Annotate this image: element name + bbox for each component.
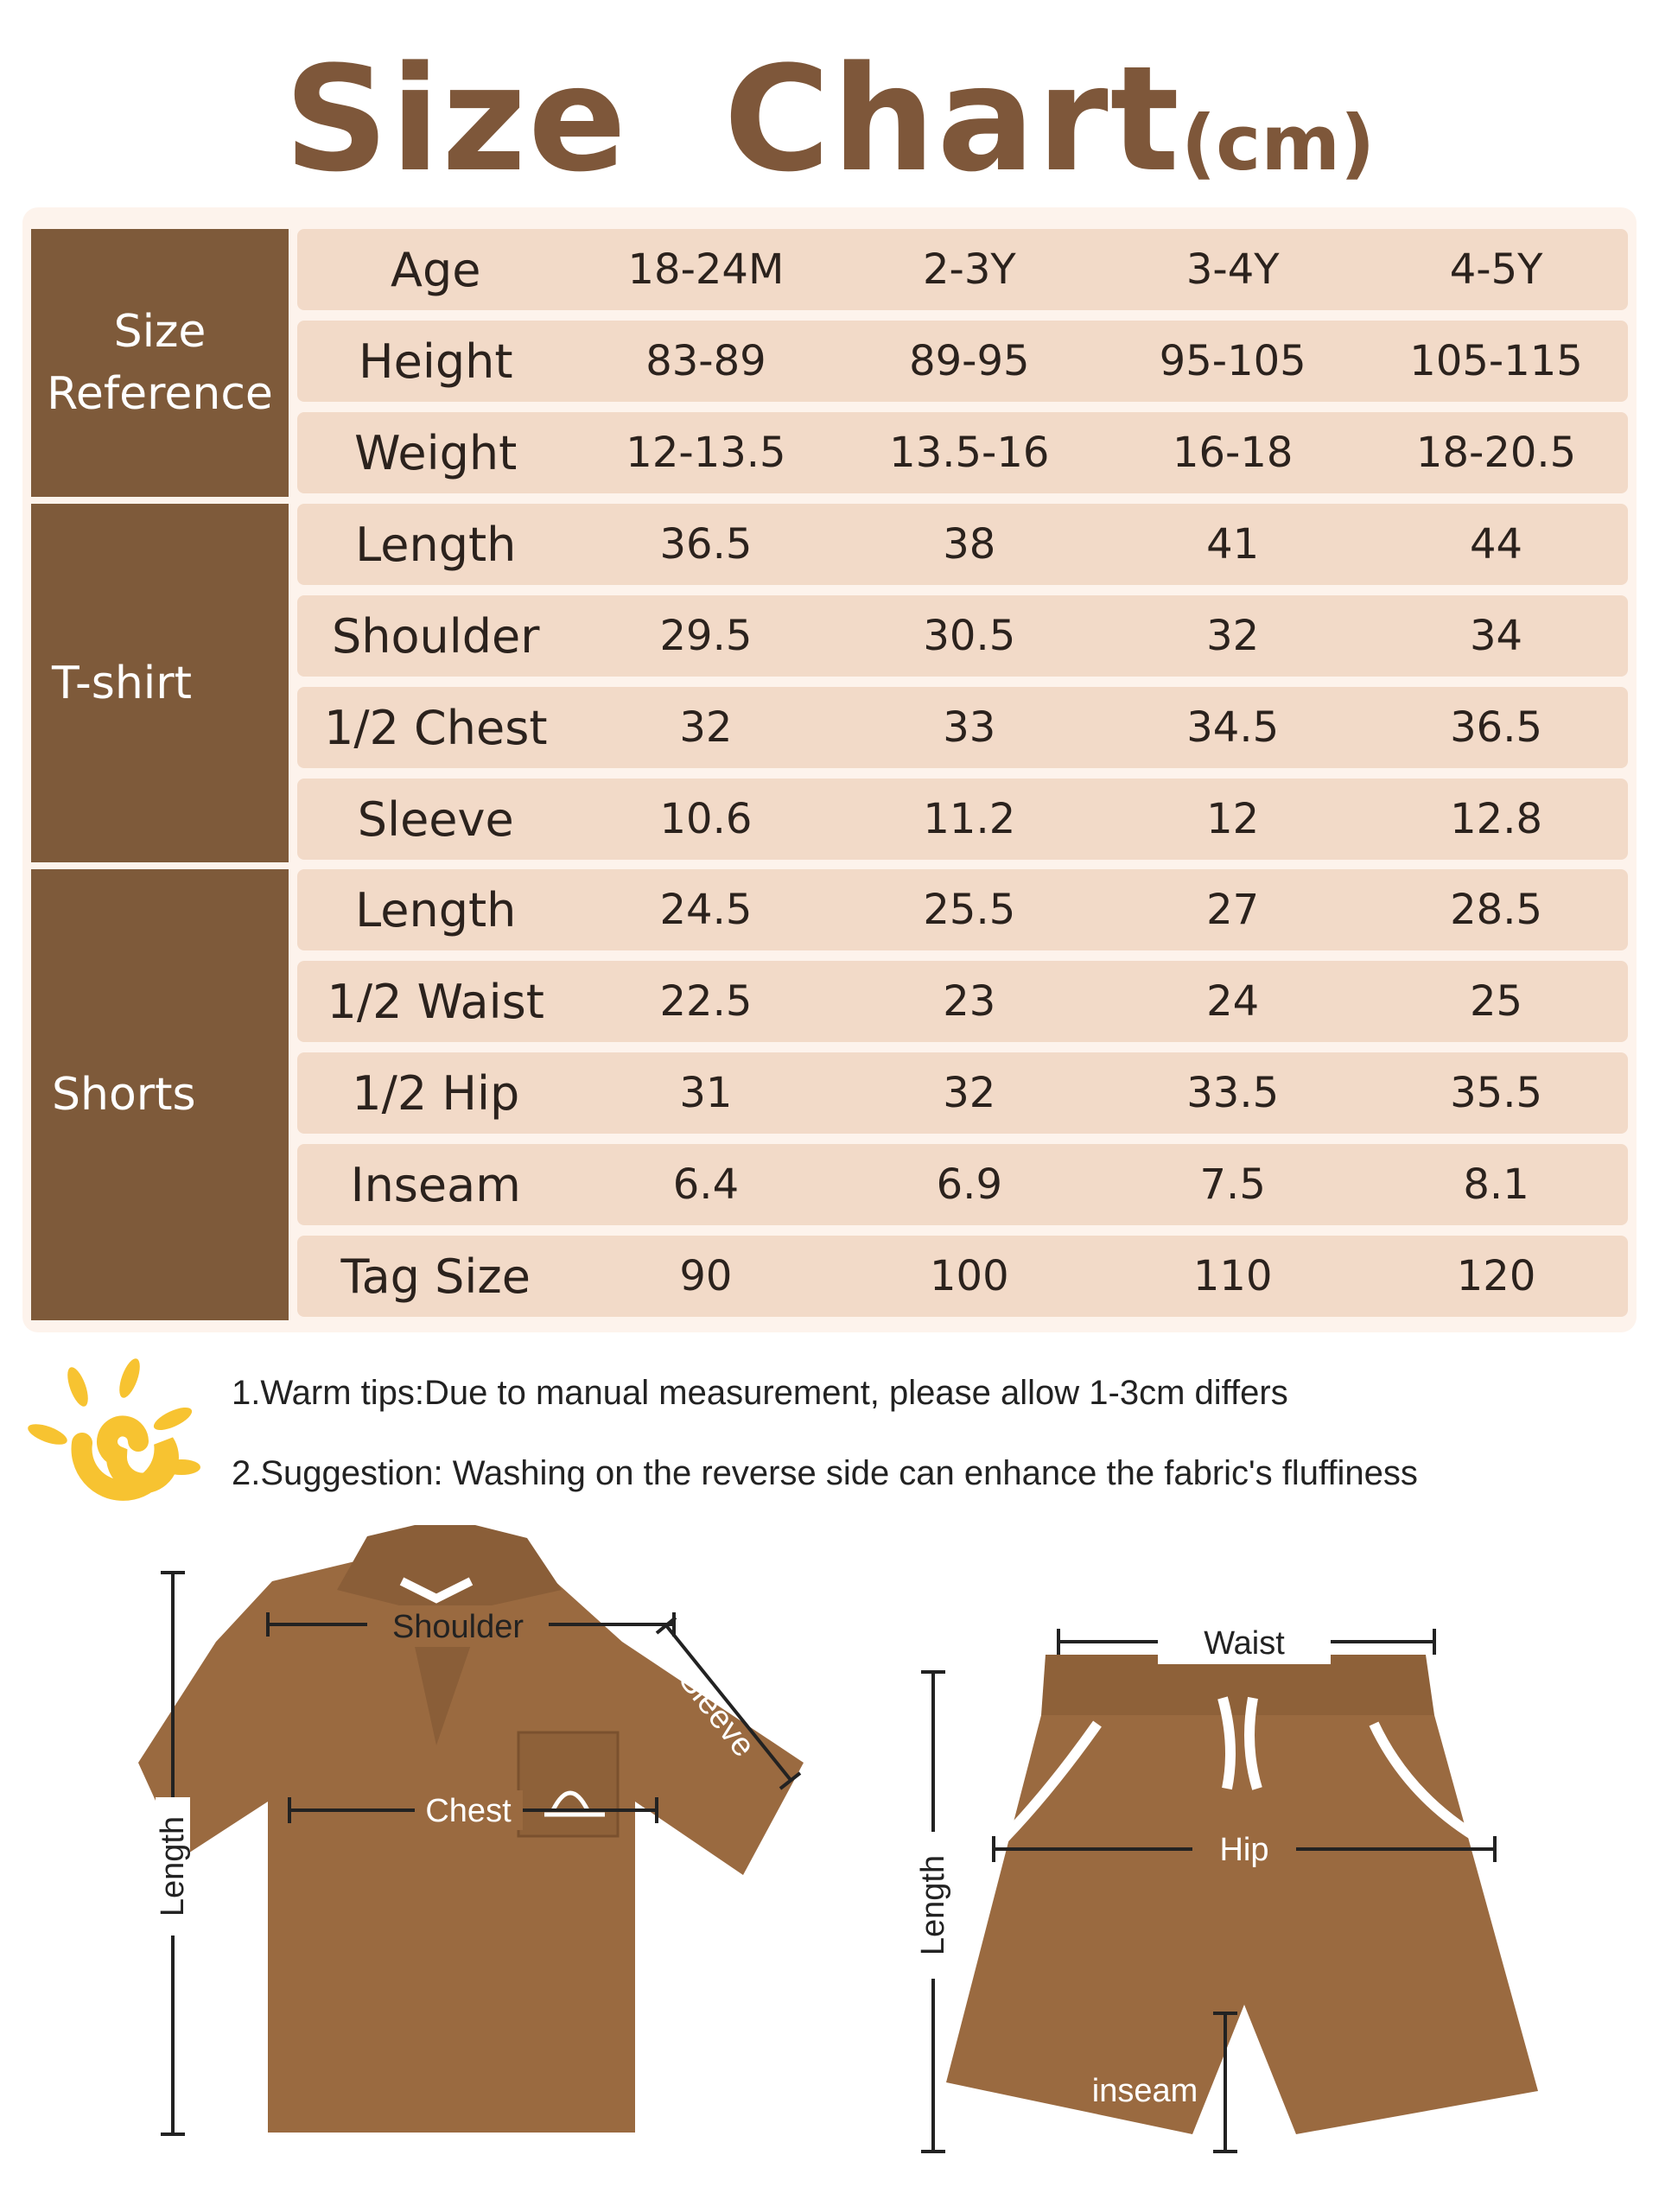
cell: 35.5 bbox=[1450, 1069, 1542, 1117]
cell: 23 bbox=[943, 977, 996, 1026]
cell: 16-18 bbox=[1172, 429, 1294, 477]
shorts-length-label: Length bbox=[915, 1854, 951, 1956]
hip-label: Hip bbox=[1219, 1832, 1269, 1868]
cell: 33 bbox=[943, 703, 996, 752]
cell: 11.2 bbox=[923, 795, 1016, 843]
group-label: Shorts bbox=[52, 1069, 196, 1121]
cell: 24 bbox=[1206, 977, 1260, 1026]
row-label: Shoulder bbox=[332, 608, 540, 664]
size-table bbox=[22, 207, 1637, 1332]
cell: 32 bbox=[943, 1069, 996, 1117]
cell: 24.5 bbox=[659, 886, 753, 934]
cell: 90 bbox=[679, 1252, 733, 1300]
cell: 7.5 bbox=[1199, 1160, 1266, 1209]
tip-2: 2.Suggestion: Washing on the reverse side can enhance the fabric's fluffiness bbox=[232, 1454, 1418, 1492]
cell: 83-89 bbox=[645, 337, 766, 385]
cell: 25 bbox=[1470, 977, 1523, 1026]
table-row bbox=[297, 1052, 1628, 1134]
row-label: Sleeve bbox=[357, 791, 514, 847]
group-label: Size Reference bbox=[47, 306, 273, 420]
cell: 36.5 bbox=[1450, 703, 1542, 752]
cell: 8.1 bbox=[1463, 1160, 1529, 1209]
row-label: 1/2 Waist bbox=[327, 974, 544, 1029]
cell: 34 bbox=[1470, 612, 1523, 660]
row-label: Inseam bbox=[350, 1157, 521, 1212]
cell: 105-115 bbox=[1409, 337, 1583, 385]
row-label: Length bbox=[355, 517, 517, 572]
row-label: 1/2 Hip bbox=[352, 1065, 520, 1121]
row-label: 1/2 Chest bbox=[323, 700, 548, 755]
chest-label: Chest bbox=[425, 1793, 512, 1829]
cell: 30.5 bbox=[923, 612, 1016, 660]
table-row bbox=[297, 961, 1628, 1042]
table-row bbox=[297, 504, 1628, 585]
cell: 18-24M bbox=[627, 245, 785, 294]
cell: 33.5 bbox=[1186, 1069, 1280, 1117]
group-tshirt bbox=[31, 504, 289, 862]
row-label: Age bbox=[391, 242, 481, 297]
cell: 34.5 bbox=[1186, 703, 1280, 752]
group-size-reference bbox=[31, 229, 289, 497]
shoulder-label: Shoulder bbox=[391, 1609, 524, 1645]
sleeve-label: Sleeve bbox=[671, 1662, 762, 1764]
cell: 28.5 bbox=[1450, 886, 1542, 934]
garment-illustrations bbox=[0, 1503, 1659, 2195]
cell: 32 bbox=[1206, 612, 1260, 660]
cell: 41 bbox=[1206, 520, 1260, 569]
cell: 18-20.5 bbox=[1415, 429, 1577, 477]
table-row bbox=[297, 869, 1628, 950]
cell: 3-4Y bbox=[1185, 245, 1280, 294]
cell: 2-3Y bbox=[922, 245, 1016, 294]
cell: 25.5 bbox=[923, 886, 1016, 934]
row-label: Length bbox=[355, 882, 517, 938]
cell: 120 bbox=[1456, 1252, 1536, 1300]
table-row bbox=[297, 1236, 1628, 1317]
cell: 36.5 bbox=[659, 520, 753, 569]
cell: 95-105 bbox=[1159, 337, 1306, 385]
cell: 6.9 bbox=[936, 1160, 1002, 1209]
cell: 12 bbox=[1206, 795, 1260, 843]
table-row bbox=[297, 595, 1628, 677]
cell: 4-5Y bbox=[1449, 245, 1543, 294]
cell: 13.5-16 bbox=[889, 429, 1050, 477]
cell: 12.8 bbox=[1450, 795, 1542, 843]
cell: 38 bbox=[943, 520, 996, 569]
cell: 12-13.5 bbox=[626, 429, 786, 477]
title-main: Size Chart bbox=[283, 35, 1181, 204]
shirt-length-label: Length bbox=[155, 1815, 191, 1917]
row-label: Tag Size bbox=[340, 1249, 531, 1304]
waist-label: Waist bbox=[1204, 1625, 1285, 1662]
group-shorts bbox=[31, 869, 289, 1320]
title-unit: (cm) bbox=[1180, 99, 1376, 188]
cell: 44 bbox=[1470, 520, 1523, 569]
row-label: Weight bbox=[354, 425, 518, 480]
cell: 22.5 bbox=[659, 977, 753, 1026]
table-row bbox=[297, 687, 1628, 768]
table-row bbox=[297, 321, 1628, 402]
cell: 100 bbox=[930, 1252, 1009, 1300]
tip-1: 1.Warm tips:Due to manual measurement, please allow 1-3cm differs bbox=[232, 1374, 1288, 1412]
cell: 32 bbox=[679, 703, 733, 752]
cell: 31 bbox=[679, 1069, 733, 1117]
cell: 110 bbox=[1192, 1252, 1273, 1300]
row-label: Height bbox=[358, 334, 513, 389]
table-row bbox=[297, 1144, 1628, 1225]
cell: 29.5 bbox=[659, 612, 753, 660]
cell: 89-95 bbox=[909, 337, 1030, 385]
cell: 6.4 bbox=[672, 1160, 740, 1209]
table-row bbox=[297, 229, 1628, 310]
page-title bbox=[0, 35, 1659, 204]
table-row bbox=[297, 779, 1628, 860]
table-row bbox=[297, 412, 1628, 493]
cell: 27 bbox=[1206, 886, 1260, 934]
group-label: T-shirt bbox=[52, 657, 193, 709]
shorts-image bbox=[946, 1655, 1538, 2134]
sun-icon bbox=[17, 1348, 207, 1521]
inseam-label: inseam bbox=[1091, 2073, 1198, 2109]
cell: 10.6 bbox=[659, 795, 753, 843]
